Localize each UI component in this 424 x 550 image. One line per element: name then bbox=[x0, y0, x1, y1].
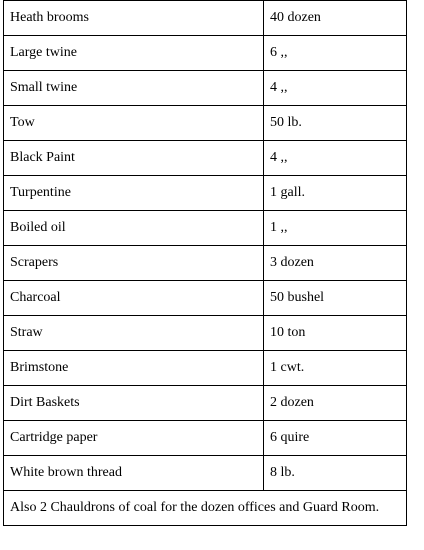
table-row bbox=[4, 176, 407, 211]
table-row bbox=[4, 386, 407, 421]
table-row bbox=[4, 351, 407, 386]
quantity-cell: 40 dozen bbox=[264, 1, 407, 36]
quantity-cell: 3 dozen bbox=[264, 246, 407, 281]
item-cell: Dirt Baskets bbox=[4, 386, 264, 421]
item-cell: Large twine bbox=[4, 36, 264, 71]
table-row bbox=[4, 106, 407, 141]
table-row bbox=[4, 456, 407, 491]
item-cell: Black Paint bbox=[4, 141, 264, 176]
quantity-cell: 2 dozen bbox=[264, 386, 407, 421]
quantity-cell: 50 bushel bbox=[264, 281, 407, 316]
item-cell: Boiled oil bbox=[4, 211, 264, 246]
quantity-cell: 1 ,, bbox=[264, 211, 407, 246]
table-row bbox=[4, 36, 407, 71]
quantity-cell: 6 quire bbox=[264, 421, 407, 456]
item-cell: Small twine bbox=[4, 71, 264, 106]
item-cell: Heath brooms bbox=[4, 1, 264, 36]
table-row bbox=[4, 211, 407, 246]
quantity-cell: 1 cwt. bbox=[264, 351, 407, 386]
table-row bbox=[4, 71, 407, 106]
item-cell: Straw bbox=[4, 316, 264, 351]
table-row bbox=[4, 141, 407, 176]
table-row bbox=[4, 246, 407, 281]
item-cell: Tow bbox=[4, 106, 264, 141]
item-cell: Charcoal bbox=[4, 281, 264, 316]
footnote-row bbox=[4, 491, 407, 526]
supplies-table bbox=[3, 0, 407, 526]
quantity-cell: 4 ,, bbox=[264, 141, 407, 176]
table-row bbox=[4, 421, 407, 456]
quantity-cell: 10 ton bbox=[264, 316, 407, 351]
quantity-cell: 4 ,, bbox=[264, 71, 407, 106]
table-row bbox=[4, 316, 407, 351]
quantity-cell: 1 gall. bbox=[264, 176, 407, 211]
item-cell: White brown thread bbox=[4, 456, 264, 491]
quantity-cell: 50 lb. bbox=[264, 106, 407, 141]
quantity-cell: 8 lb. bbox=[264, 456, 407, 491]
table-row bbox=[4, 281, 407, 316]
item-cell: Brimstone bbox=[4, 351, 264, 386]
quantity-cell: 6 ,, bbox=[264, 36, 407, 71]
table-row bbox=[4, 1, 407, 36]
item-cell: Scrapers bbox=[4, 246, 264, 281]
item-cell: Cartridge paper bbox=[4, 421, 264, 456]
footnote-text: Also 2 Chauldrons of coal for the dozen offices and Guard Room. bbox=[4, 491, 407, 526]
item-cell: Turpentine bbox=[4, 176, 264, 211]
